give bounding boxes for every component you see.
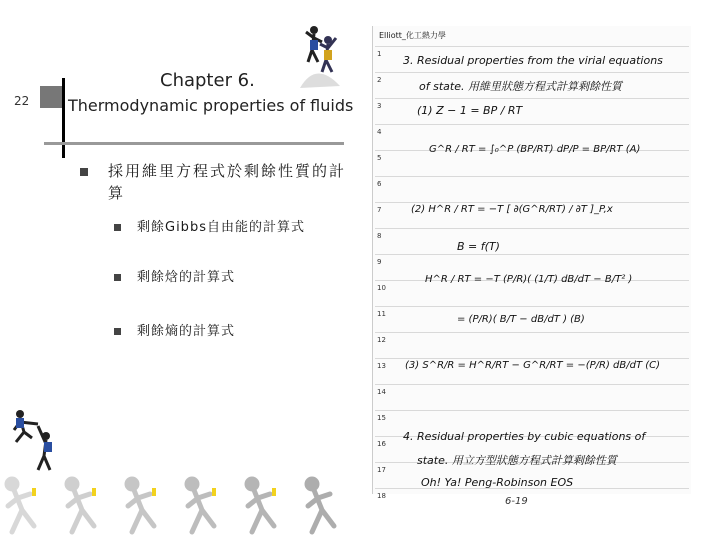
line-number: 9 [377,258,382,266]
ruled-line [375,358,689,359]
line-number: 16 [377,440,386,448]
ruled-line [375,46,689,47]
bullet-text: 採用維里方程式於剩餘性質的計算 [108,162,347,202]
line-number: 6 [377,180,382,188]
page-label: 6-19 [505,496,528,507]
line-number: 18 [377,492,386,500]
line-number: 4 [377,128,382,136]
ruled-line [375,98,689,99]
line-number: 12 [377,336,386,344]
line-number: 14 [377,388,386,396]
handwritten-line: (2) H^R / RT = −T [ ∂(G^R/RT) / ∂T ]_P,x [411,204,613,215]
ruled-line [375,202,689,203]
bullet-marker [114,224,121,231]
sub-bullet-item [114,268,350,288]
bullet-list [80,160,350,342]
ruled-line [375,124,689,125]
chapter-subtitle: Thermodynamic properties of fluids [68,96,354,115]
handwritten-line: 3. Residual properties from the virial equations [403,54,663,67]
climber-figure-icon [296,20,344,90]
handwritten-line: of state. 用維里狀態方程式計算剩餘性質 [419,80,622,93]
bullet-marker [114,328,121,335]
handwritten-line: G^R / RT = ∫₀^P (BP/RT) dP/P = BP/RT (A) [429,144,641,155]
ruled-line [375,332,689,333]
accent-square [40,86,62,108]
handwritten-line: (3) S^R/R = H^R/RT − G^R/RT = −(P/R) dB/dT (C) [405,360,661,371]
line-number: 15 [377,414,386,422]
line-number: 10 [377,284,386,292]
line-number: 17 [377,466,386,474]
runner-figure-icon [0,470,370,540]
line-number: 11 [377,310,386,318]
chapter-title: Chapter 6. [160,70,255,91]
bullet-item [80,160,350,204]
handwritten-line: H^R / RT = −T (P/R)( (1/T) dB/dT − B/T² ) [425,274,633,285]
accent-vertical-bar [62,78,65,158]
line-number: 8 [377,232,382,240]
line-number: 1 [377,50,382,58]
line-number: 2 [377,76,382,84]
handwritten-line: Oh! Ya! Peng-Robinson EOS [421,476,574,489]
handwritten-notes-page [372,26,691,507]
ruled-line [375,384,689,385]
ruled-line [375,228,689,229]
sub-bullet-item [114,322,350,342]
ruled-line [375,176,689,177]
handwritten-line: B = f(T) [457,240,500,253]
bullet-text: 剩餘熵的計算式 [137,324,236,339]
bullet-marker [80,168,88,176]
bullet-text: 剩餘焓的計算式 [137,270,236,285]
bullet-text: 剩餘Gibbs自由能的計算式 [137,220,305,235]
handwritten-line: (1) Z − 1 = BP / RT [417,104,523,117]
ruled-line [375,306,689,307]
line-number: 13 [377,362,386,370]
bullet-marker [114,274,121,281]
title-underline [44,142,344,145]
line-number: 7 [377,206,382,214]
ruled-line [375,72,689,73]
sub-bullet-item [114,218,350,238]
handwritten-line: state. 用立方型狀態方程式計算剩餘性質 [417,454,617,467]
handwritten-line: = (P/R)( B/T − dB/dT ) (B) [457,314,585,325]
line-number: 3 [377,102,382,110]
line-number: 5 [377,154,382,162]
handwritten-line: 4. Residual properties by cubic equations of [403,430,646,443]
climber-figure-icon [10,406,60,476]
ruled-line [375,254,689,255]
ruled-line [375,410,689,411]
notes-header: Elliott_化工熱力學 [379,31,446,40]
slide-number: 22 [14,94,30,108]
